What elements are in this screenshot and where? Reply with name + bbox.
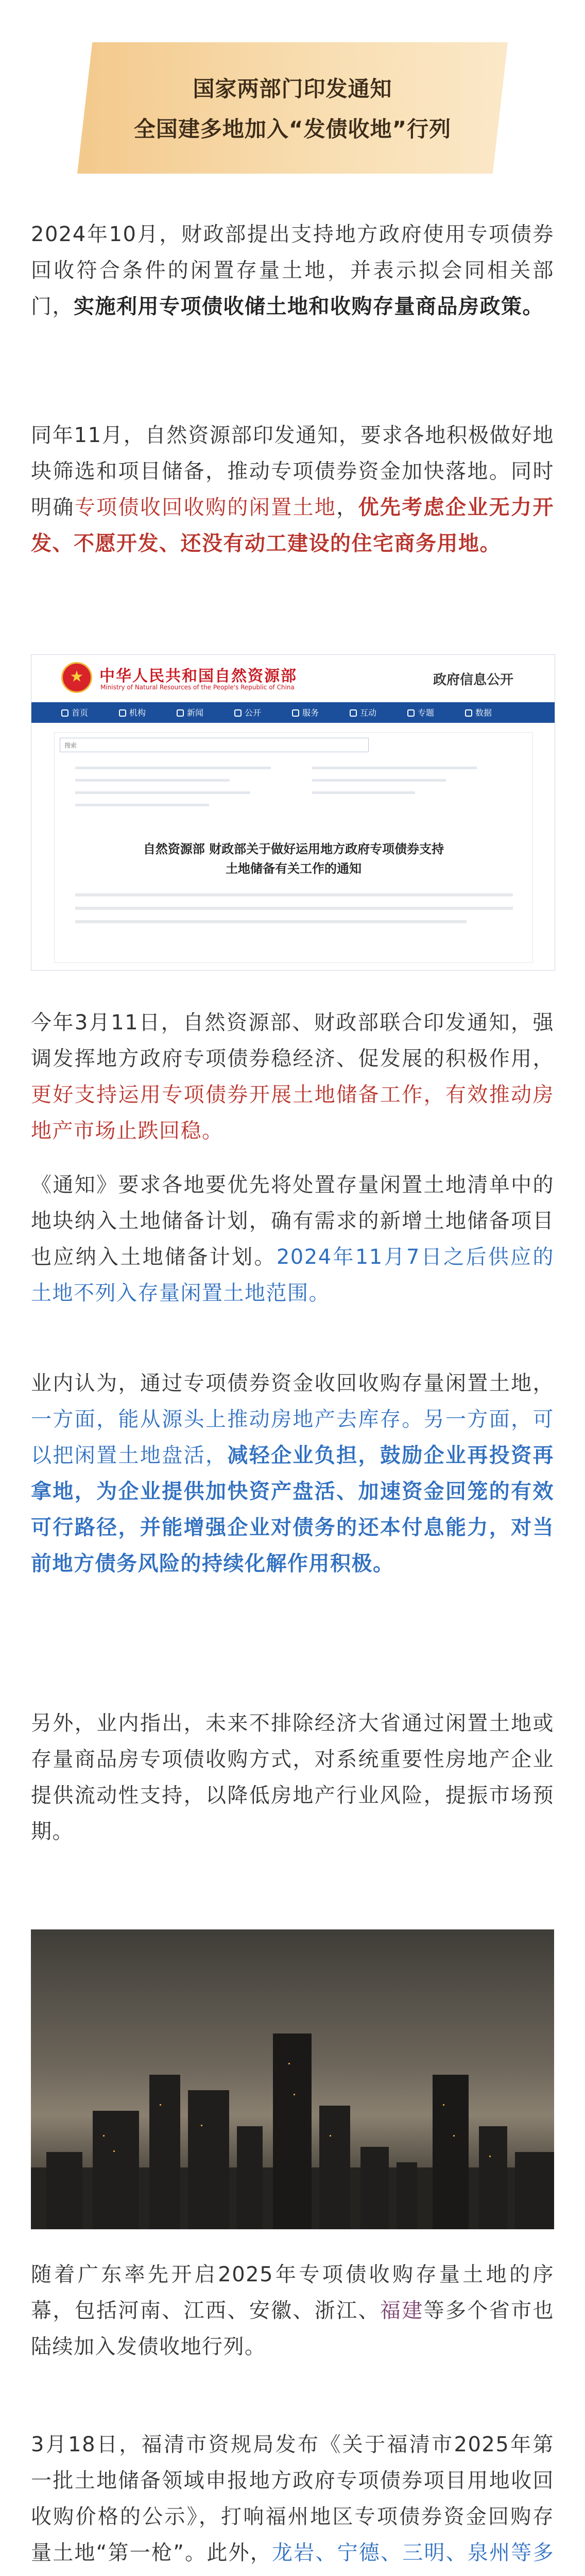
paragraph-8-highlight: 龙岩、宁德、三明、泉州等多 xyxy=(271,2541,554,2565)
site-subtitle: Ministry of Natural Resources of the People's Republic of China xyxy=(100,684,295,691)
banner-title-line-2: 全国建多地加入“发债收地”行列 xyxy=(133,116,452,142)
paragraph-8 xyxy=(31,2427,554,2576)
paragraph-7 xyxy=(31,2257,554,2365)
news-icon xyxy=(177,709,184,717)
nav-item-data[interactable]: 数据 xyxy=(465,706,492,718)
site-title: 中华人民共和国自然资源部 xyxy=(99,667,297,685)
meta-row xyxy=(75,801,518,809)
city-skyline-photo xyxy=(31,1929,554,2229)
paragraph-4-text: 《通知》要求各地要优先将处置存量闲置土地清单中的地块纳入土地储备计划，确有需求的新增土地储备项目也应纳入土地储备计划。 xyxy=(31,1173,554,1269)
nav-item-topics[interactable]: 专题 xyxy=(407,706,434,718)
nav-item-service[interactable]: 服务 xyxy=(292,706,319,718)
paragraph-3-text: 今年3月11日，自然资源部、财政部联合印发通知，强调发挥地方政府专项债券稳经济、促发展的积极作用， xyxy=(31,1011,554,1071)
public-icon xyxy=(234,709,242,717)
paragraph-3-highlight: 更好支持运用专项债券开展土地储备工作，有效推动房地产市场止跌回稳。 xyxy=(31,1083,554,1143)
site-nav-bar xyxy=(31,702,555,723)
interact-icon xyxy=(350,709,357,717)
banner-title-line-1: 国家两部门印发通知 xyxy=(193,76,392,101)
paragraph-2-comma: ， xyxy=(336,496,358,519)
banner-background xyxy=(77,42,508,174)
nav-item-org[interactable]: 机构 xyxy=(119,706,146,718)
paragraph-4 xyxy=(31,1167,554,1311)
paragraph-7-text-2: 等多个省市也陆续加入发债收地行列。 xyxy=(31,2299,555,2359)
ministry-website-screenshot xyxy=(31,654,555,971)
paragraph-5 xyxy=(31,1365,554,1582)
topics-icon xyxy=(407,709,415,717)
paragraph-7-text: 随着广东率先开启2025年专项债收购存量土地的序幕，包括河南、江西、安徽、浙江、 xyxy=(31,2263,554,2323)
national-emblem-icon: ★ xyxy=(61,662,92,693)
paragraph-1-text: 2024年10月，财政部提出支持地方政府使用专项债券回收符合条件的闲置存量土地，并表示拟会同相关部门， xyxy=(31,223,554,318)
nav-item-interact[interactable]: 互动 xyxy=(350,706,376,718)
service-icon xyxy=(292,709,299,717)
paragraph-5-highlight: 一方面，能从源头上推动房地产去库存。另一方面，可以把闲置土地盘活， xyxy=(31,1408,554,1467)
home-icon xyxy=(61,709,68,717)
meta-row xyxy=(75,776,518,784)
paragraph-2-text: 同年11月，自然资源部印发通知，要求各地积极做好地块筛选和项目储备，推动专项债券资金加快落地。同时明确 xyxy=(31,423,554,519)
nav-item-home[interactable]: 首页 xyxy=(61,706,88,718)
meta-row xyxy=(75,764,518,772)
section-label: 政府信息公开 xyxy=(433,672,513,688)
data-icon xyxy=(465,709,472,717)
document-text-line xyxy=(75,920,467,923)
paragraph-5-bold-highlight: 减轻企业负担，鼓励企业再投资再拿地，为企业提供加快资产盘活、加速资金回笼的有效可行路径，并能增强企业对债务的还本付息能力，对当前地方债务风险的持续化解作用积极。 xyxy=(31,1444,555,1575)
site-header xyxy=(31,655,555,702)
paragraph-1-bold: 实施利用专项债收储土地和收购存量商品房政策。 xyxy=(74,295,544,318)
search-box[interactable]: 搜索 xyxy=(60,738,369,752)
nav-item-public[interactable]: 公开 xyxy=(234,706,261,718)
paragraph-2 xyxy=(31,417,554,562)
nav-item-news[interactable]: 新闻 xyxy=(177,706,203,718)
document-title-line-1: 自然资源部 财政部关于做好运用地方政府专项债券支持 xyxy=(143,842,444,856)
document-text-line xyxy=(75,893,513,896)
paragraph-5-text: 业内认为，通过专项债券资金收回收购存量闲置土地， xyxy=(31,1371,554,1395)
paragraph-4-highlight: 2024年11月7日之后供应的土地不列入存量闲置土地范围。 xyxy=(31,1245,555,1305)
meta-row xyxy=(75,788,518,796)
paragraph-2-highlight: 专项债收回收购的闲置土地 xyxy=(74,496,337,519)
org-icon xyxy=(119,709,126,717)
paragraph-2-bold-highlight: 优先考虑企业无力开发、不愿开发、还没有动工建设的住宅商务用地。 xyxy=(31,496,555,555)
paragraph-3 xyxy=(31,1005,554,1149)
paragraph-1 xyxy=(31,216,554,325)
document-text-line xyxy=(75,907,513,910)
paragraph-6-text: 另外，业内指出，未来不排除经济大省通过闲置土地或存量商品房专项债收购方式，对系统重要性房地产企业提供流动性支持，以降低房地产行业风险，提振市场预期。 xyxy=(31,1711,554,1843)
document-panel xyxy=(54,732,533,963)
paragraph-6 xyxy=(31,1705,554,1850)
title-banner xyxy=(77,42,508,174)
paragraph-8-text: 3月18日，福清市资规局发布《关于福清市2025年第一批土地储备领域申报地方政府专项债券项目用地收回收购价格的公示》，打响福州地区专项债券资金回购存量土地“第一枪”。此外， xyxy=(31,2433,554,2565)
paragraph-7-highlight: 福建 xyxy=(380,2299,424,2323)
document-title-line-2: 土地储备有关工作的通知 xyxy=(226,861,362,876)
